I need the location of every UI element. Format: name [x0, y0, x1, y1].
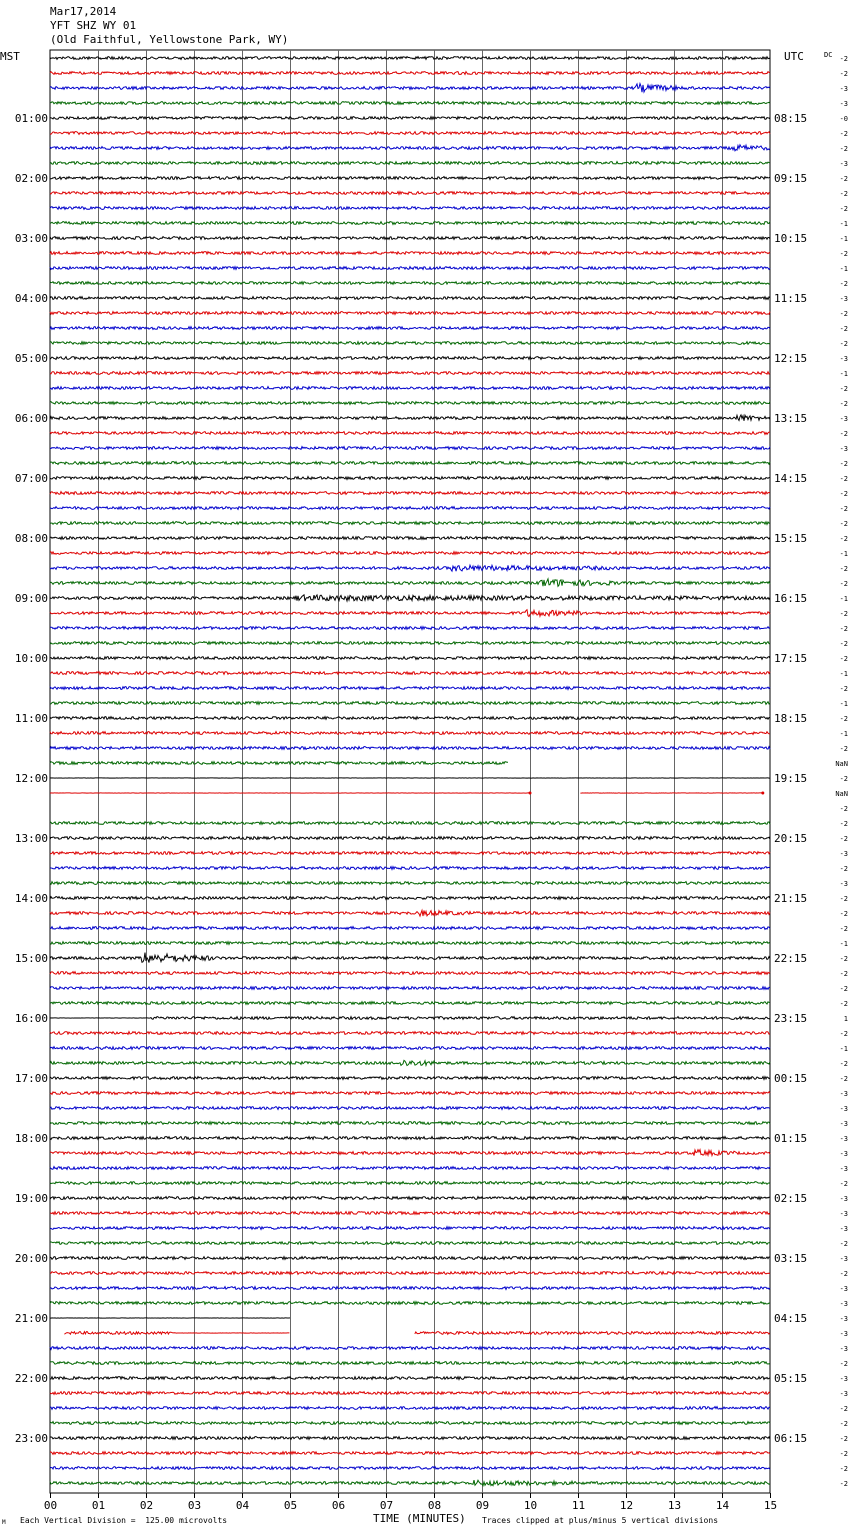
trace-row-68: [50, 1077, 770, 1080]
dc-offset-label: -2: [839, 655, 848, 663]
x-tick-label: 07: [379, 1499, 394, 1512]
dc-offset-label: -1: [839, 550, 848, 558]
trace-row-46: [50, 747, 770, 750]
dc-offset-label: -2: [839, 1420, 848, 1428]
trace-row-30: [50, 507, 770, 510]
trace-row-75: [50, 1182, 770, 1185]
trace-end-marker: [529, 792, 532, 795]
utc-hour-label: 10:15: [774, 232, 808, 245]
trace-row-17: [50, 312, 770, 315]
x-axis-title: TIME (MINUTES): [373, 1512, 466, 1525]
mst-hour-label: 02:00: [14, 172, 48, 185]
utc-hour-label: 15:15: [774, 532, 808, 545]
trace-row-5: [50, 132, 770, 135]
dc-offset-label: -3: [839, 1135, 848, 1143]
dc-offset-label: -2: [839, 580, 848, 588]
mst-hour-label: 04:00: [14, 292, 48, 305]
dc-offset-label: -2: [839, 820, 848, 828]
trace-row-59: [50, 942, 770, 945]
mst-hour-label: 13:00: [14, 832, 48, 845]
trace-row-2: [50, 84, 770, 93]
trace-row-4: [50, 117, 770, 120]
trace-row-41: [50, 672, 770, 675]
dc-offset-label: -2: [839, 1000, 848, 1008]
mst-hour-label: 07:00: [14, 472, 48, 485]
dc-offset-label: -2: [839, 1405, 848, 1413]
trace-row-78: [50, 1227, 770, 1230]
mst-hour-label: 03:00: [14, 232, 48, 245]
dc-offset-label: -2: [839, 1270, 848, 1278]
dc-offset-label: -2: [839, 775, 848, 783]
trace-row-55: [50, 882, 770, 885]
trace-row-44: [50, 717, 770, 720]
trace-row-36: [50, 595, 770, 601]
trace-row-39: [50, 642, 770, 645]
trace-row-43: [50, 702, 770, 705]
dc-offset-label: -2: [839, 745, 848, 753]
trace-row-70: [50, 1107, 770, 1110]
dc-offset-label: -2: [839, 1360, 848, 1368]
trace-row-40: [50, 657, 770, 660]
trace-row-77: [50, 1212, 770, 1215]
trace-row-79: [50, 1242, 770, 1245]
trace-row-87: [50, 1362, 770, 1365]
dc-offset-label: -3: [839, 1120, 848, 1128]
trace-row-22: [50, 387, 770, 390]
trace-row-61: [50, 972, 770, 975]
dc-offset-label: NaN: [835, 760, 848, 768]
mst-hour-label: 12:00: [14, 772, 48, 785]
utc-hour-label: 23:15: [774, 1012, 808, 1025]
dc-offset-label: -3: [839, 850, 848, 858]
dc-offset-label: -1: [839, 235, 848, 243]
trace-row-34: [50, 565, 770, 571]
dc-offset-label: -2: [839, 715, 848, 723]
dc-offset-label: -1: [839, 700, 848, 708]
trace-row-69: [50, 1092, 770, 1095]
station-location: (Old Faithful, Yellowstone Park, WY): [50, 33, 289, 46]
trace-row-38: [50, 627, 770, 630]
trace-row-27: [50, 462, 770, 465]
dc-offset-label: -2: [839, 70, 848, 78]
trace-row-3: [50, 102, 770, 105]
x-tick-label: 08: [427, 1499, 442, 1512]
dc-offset-label: -2: [839, 685, 848, 693]
dc-offset-label: -2: [839, 1465, 848, 1473]
x-tick-label: 03: [187, 1499, 202, 1512]
dc-offset-label: -3: [839, 1195, 848, 1203]
dc-offset-label: -2: [839, 835, 848, 843]
dc-offset-label: -2: [839, 55, 848, 63]
dc-offset-label: -2: [839, 925, 848, 933]
trace-row-56: [50, 897, 770, 900]
mst-hour-label: 19:00: [14, 1192, 48, 1205]
trace-row-57: [50, 910, 770, 916]
trace-row-25: [50, 432, 770, 435]
mst-hour-label: 10:00: [14, 652, 48, 665]
dc-offset-label: -2: [839, 625, 848, 633]
trace-row-28: [50, 477, 770, 480]
trace-row-81: [50, 1272, 770, 1275]
trace-row-37: [50, 610, 770, 617]
utc-hour-label: 01:15: [774, 1132, 808, 1145]
trace-row-7: [50, 162, 770, 165]
mst-hour-label: 14:00: [14, 892, 48, 905]
dc-offset-label: -1: [839, 670, 848, 678]
dc-offset-label: -3: [839, 85, 848, 93]
utc-hour-label: 14:15: [774, 472, 808, 485]
dc-offset-label: -3: [839, 1255, 848, 1263]
utc-hour-label: 12:15: [774, 352, 808, 365]
dc-offset-label: -3: [839, 1105, 848, 1113]
dc-offset-label: -2: [839, 610, 848, 618]
x-tick-label: 11: [571, 1499, 586, 1512]
dc-offset-label: -3: [839, 1375, 848, 1383]
trace-row-51: [50, 822, 770, 825]
dc-offset-label: -3: [839, 1330, 848, 1338]
dc-offset-label: -3: [839, 1285, 848, 1293]
dc-offset-label: -2: [839, 325, 848, 333]
x-tick-label: 02: [139, 1499, 154, 1512]
dc-offset-label: -3: [839, 355, 848, 363]
utc-hour-label: 16:15: [774, 592, 808, 605]
dc-offset-label: -2: [839, 175, 848, 183]
dc-offset-label: -2: [839, 865, 848, 873]
x-tick-label: 05: [283, 1499, 298, 1512]
trace-row-67: [50, 1060, 770, 1065]
dc-offset-label: -1: [839, 265, 848, 273]
dc-offset-label: -2: [839, 205, 848, 213]
trace-row-85-seg-1: [415, 1332, 770, 1335]
x-tick-label: 15: [763, 1499, 778, 1512]
dc-offset-label: -2: [839, 385, 848, 393]
dc-offset-label: -2: [839, 1030, 848, 1038]
dc-offset-label: -2: [839, 895, 848, 903]
axis-labels: [15, 55, 848, 1512]
dc-offset-label: -2: [839, 1240, 848, 1248]
dc-offset-label: -2: [839, 1435, 848, 1443]
trace-row-66: [50, 1047, 770, 1050]
trace-row-58: [50, 927, 770, 930]
mst-hour-label: 01:00: [14, 112, 48, 125]
dc-offset-label: -2: [839, 1180, 848, 1188]
trace-row-6: [50, 145, 770, 151]
trace-row-35: [50, 579, 770, 586]
clip-note: Traces clipped at plus/minus 5 vertical divisions: [482, 1516, 719, 1525]
dc-offset-label: -1: [839, 940, 848, 948]
dc-offset-label: -1: [839, 370, 848, 378]
mst-hour-label: 23:00: [14, 1432, 48, 1445]
trace-row-15: [50, 282, 770, 285]
mst-hour-label: 21:00: [14, 1312, 48, 1325]
dc-offset-label: -2: [839, 310, 848, 318]
dc-offset-label: 1: [843, 1015, 848, 1023]
utc-hour-label: 17:15: [774, 652, 808, 665]
utc-hour-label: 21:15: [774, 892, 808, 905]
utc-hour-label: 19:15: [774, 772, 808, 785]
dc-offset-label: -1: [839, 595, 848, 603]
trace-row-83: [50, 1302, 770, 1305]
trace-row-76: [50, 1197, 770, 1200]
dc-offset-label: -3: [839, 1165, 848, 1173]
trace-row-0: [50, 57, 770, 60]
mst-hour-label: 22:00: [14, 1372, 48, 1385]
dc-offset-label: -2: [839, 910, 848, 918]
trace-row-73: [50, 1150, 770, 1156]
mst-hour-label: 17:00: [14, 1072, 48, 1085]
x-tick-label: 14: [715, 1499, 730, 1512]
dc-offset-label: -2: [839, 640, 848, 648]
trace-row-94: [50, 1467, 770, 1470]
dc-offset-label: -2: [839, 985, 848, 993]
utc-hour-label: 06:15: [774, 1432, 808, 1445]
dc-offset-label: -0: [839, 115, 848, 123]
right-axis-label: UTC: [784, 50, 804, 63]
trace-row-72: [50, 1137, 770, 1140]
trace-row-47: [50, 762, 508, 765]
mst-hour-label: 11:00: [14, 712, 48, 725]
x-tick-label: 09: [475, 1499, 490, 1512]
trace-row-18: [50, 327, 770, 330]
trace-row-86: [50, 1347, 770, 1350]
dc-offset-label: -2: [839, 490, 848, 498]
dc-offset-label: -1: [839, 730, 848, 738]
utc-hour-label: 08:15: [774, 112, 808, 125]
utc-hour-label: 00:15: [774, 1072, 808, 1085]
x-tick-label: 00: [43, 1499, 58, 1512]
utc-hour-label: 09:15: [774, 172, 808, 185]
utc-hour-label: 04:15: [774, 1312, 808, 1325]
trace-row-92: [50, 1437, 770, 1440]
dc-offset-label: -2: [839, 1450, 848, 1458]
trace-row-23: [50, 402, 770, 405]
trace-row-82: [50, 1287, 770, 1290]
dc-offset-label: -2: [839, 565, 848, 573]
trace-row-16: [50, 297, 770, 300]
trace-row-32: [50, 537, 770, 540]
dc-offset-label: -2: [839, 1075, 848, 1083]
trace-row-80: [50, 1257, 770, 1260]
x-tick-label: 04: [235, 1499, 250, 1512]
trace-row-63: [50, 1002, 770, 1005]
dc-offset-label: -3: [839, 415, 848, 423]
x-tick-label: 01: [91, 1499, 106, 1512]
trace-row-33: [50, 552, 770, 555]
dc-offset-label: -3: [839, 880, 848, 888]
x-tick-label: 13: [667, 1499, 682, 1512]
utc-hour-label: 18:15: [774, 712, 808, 725]
utc-hour-label: 05:15: [774, 1372, 808, 1385]
dc-offset-label: -3: [839, 100, 848, 108]
trace-row-14: [50, 267, 770, 270]
x-tick-label: 06: [331, 1499, 346, 1512]
dc-offset-label: -1: [839, 220, 848, 228]
trace-end-marker: [761, 792, 764, 795]
trace-row-89: [50, 1392, 770, 1395]
dc-offset-label: -1: [839, 1045, 848, 1053]
trace-row-42: [50, 687, 770, 690]
dc-offset-label: -3: [839, 1300, 848, 1308]
mst-hour-label: 15:00: [14, 952, 48, 965]
dc-offset-label: NaN: [835, 790, 848, 798]
trace-row-21: [50, 372, 770, 375]
utc-hour-label: 03:15: [774, 1252, 808, 1265]
dc-offset-label: -2: [839, 430, 848, 438]
dc-offset-label: -2: [839, 505, 848, 513]
dc-offset-label: -2: [839, 1060, 848, 1068]
dc-label: DC: [824, 51, 833, 59]
utc-hour-label: 13:15: [774, 412, 808, 425]
dc-offset-label: -3: [839, 1210, 848, 1218]
trace-row-10: [50, 207, 770, 210]
station-code: YFT SHZ WY 01: [50, 19, 137, 32]
trace-row-90: [50, 1407, 770, 1410]
dc-offset-label: -2: [839, 475, 848, 483]
utc-hour-label: 22:15: [774, 952, 808, 965]
mst-hour-label: 09:00: [14, 592, 48, 605]
trace-rows: [50, 57, 770, 1486]
trace-row-1: [50, 72, 770, 75]
trace-row-93: [50, 1452, 770, 1455]
mst-hour-label: 16:00: [14, 1012, 48, 1025]
trace-row-88: [50, 1377, 770, 1380]
dc-offset-label: -2: [839, 970, 848, 978]
vertical-scale-note: Each Vertical Division = 125.00 microvolts: [20, 1516, 228, 1525]
trace-row-74: [50, 1167, 770, 1170]
trace-row-19: [50, 342, 770, 345]
dc-offset-label: -3: [839, 445, 848, 453]
dc-offset-label: -3: [839, 160, 848, 168]
dc-offset-label: -2: [839, 955, 848, 963]
trace-row-9: [50, 192, 770, 195]
dc-offset-label: -2: [839, 520, 848, 528]
x-tick-label: 12: [619, 1499, 634, 1512]
dc-offset-label: -2: [839, 250, 848, 258]
dc-offset-label: -3: [839, 1090, 848, 1098]
trace-row-11: [50, 222, 770, 225]
trace-row-12: [50, 237, 770, 240]
trace-row-8: [50, 177, 770, 180]
dc-offset-label: -2: [839, 460, 848, 468]
trace-row-29: [50, 492, 770, 495]
left-axis-label: MST: [0, 50, 20, 63]
trace-row-60: [50, 953, 770, 963]
trace-row-54: [50, 867, 770, 870]
mst-hour-label: 20:00: [14, 1252, 48, 1265]
plot-date: Mar17,2014: [50, 5, 117, 18]
dc-offset-label: -2: [839, 805, 848, 813]
trace-row-65: [50, 1032, 770, 1035]
trace-row-24: [50, 415, 770, 421]
mst-hour-label: 06:00: [14, 412, 48, 425]
dc-offset-label: -3: [839, 1390, 848, 1398]
x-tick-label: 10: [523, 1499, 538, 1512]
utc-hour-label: 20:15: [774, 832, 808, 845]
dc-offset-label: -3: [839, 1150, 848, 1158]
dc-offset-label: -2: [839, 190, 848, 198]
dc-offset-label: -3: [839, 1315, 848, 1323]
trace-row-62: [50, 987, 770, 990]
trace-row-45: [50, 732, 770, 735]
dc-offset-label: -3: [839, 1225, 848, 1233]
dc-offset-label: -2: [839, 145, 848, 153]
dc-offset-label: -2: [839, 280, 848, 288]
mst-hour-label: 18:00: [14, 1132, 48, 1145]
trace-row-91: [50, 1422, 770, 1425]
dc-offset-label: -2: [839, 130, 848, 138]
trace-row-71: [50, 1122, 770, 1125]
dc-offset-label: -2: [839, 1480, 848, 1488]
trace-row-64: [50, 1017, 770, 1020]
dc-offset-label: -2: [839, 400, 848, 408]
trace-row-20: [50, 357, 770, 360]
trace-row-13: [50, 252, 770, 255]
utc-hour-label: 11:15: [774, 292, 808, 305]
dc-offset-label: -3: [839, 1345, 848, 1353]
dc-offset-label: -3: [839, 295, 848, 303]
dc-offset-label: -2: [839, 340, 848, 348]
trace-row-26: [50, 447, 770, 450]
trace-row-95: [50, 1480, 770, 1486]
trace-row-31: [50, 522, 770, 525]
trace-row-52: [50, 837, 770, 840]
mst-hour-label: 08:00: [14, 532, 48, 545]
utc-hour-label: 02:15: [774, 1192, 808, 1205]
trace-row-53: [50, 852, 770, 855]
corner-mark: M: [2, 1519, 6, 1526]
mst-hour-label: 05:00: [14, 352, 48, 365]
dc-offset-label: -2: [839, 535, 848, 543]
